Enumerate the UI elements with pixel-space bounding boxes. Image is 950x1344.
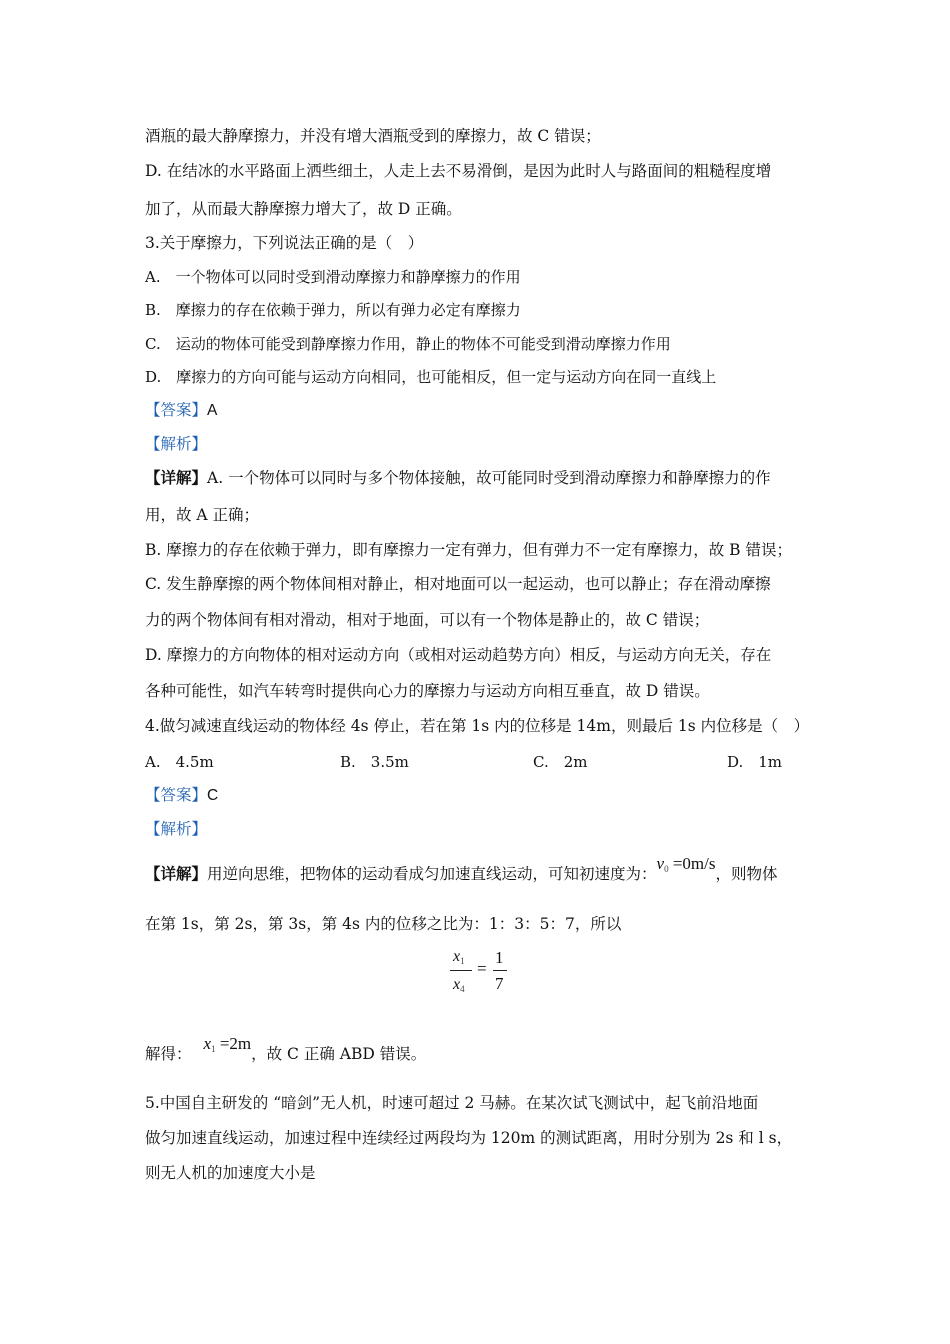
var-x: x <box>453 948 461 965</box>
answer-label: 【答案】 <box>145 401 208 419</box>
var-v: v <box>656 854 665 873</box>
subscript: 1 <box>460 956 465 966</box>
answer-value: C <box>207 787 219 804</box>
ratio-formula <box>447 948 507 998</box>
subscript: 4 <box>460 984 465 994</box>
option-c: C. 运动的物体可能受到静摩擦力作用，静止的物体不可能受到滑动摩擦力作用 <box>145 335 671 353</box>
solve-line <box>145 1034 427 1069</box>
fraction-bar <box>493 970 507 971</box>
text-line: 加了，从而最大静摩擦力增大了，故 D 正确。 <box>145 200 462 218</box>
text-line: 各种可能性，如汽车转弯时提供向心力的摩擦力与运动方向相互垂直，故 D 错误。 <box>145 682 710 700</box>
formula-value: =0m/s <box>668 854 716 873</box>
detail-label: 【详解】 <box>145 468 208 487</box>
detail-line <box>145 854 778 889</box>
detail-line <box>145 468 771 488</box>
option-d: D. 1m <box>727 753 783 771</box>
answer-value: A <box>207 402 218 419</box>
solve-formula <box>204 1034 252 1053</box>
formula-value: =2m <box>215 1034 252 1053</box>
numerator: 1 <box>495 948 504 967</box>
text-line: 则无人机的加速度大小是 <box>145 1164 316 1182</box>
option-a: A. 4.5m <box>145 753 214 771</box>
detail-text: ，则物体 <box>715 865 778 883</box>
option-d: D. 摩擦力的方向可能与运动方向相同，也可能相反，但一定与运动方向在同一直线上 <box>145 368 717 386</box>
subscript: 0 <box>664 864 669 874</box>
answer-line <box>145 785 218 806</box>
text-line: C. 发生静摩擦的两个物体间相对静止，相对地面可以一起运动，也可以静止；存在滑动摩擦 <box>145 575 771 593</box>
analysis-label: 【解析】 <box>145 435 208 453</box>
solve-label: 解得： <box>145 1045 192 1063</box>
denominator: 7 <box>495 974 504 993</box>
solve-text: ，故 C 正确 ABD 错误。 <box>251 1045 427 1063</box>
answer-label: 【答案】 <box>145 786 208 804</box>
var-x: x <box>453 976 461 993</box>
denominator <box>453 976 465 994</box>
text-line: 力的两个物体间有相对滑动，相对于地面，可以有一个物体是静止的，故 C 错误； <box>145 611 710 629</box>
fraction-bar <box>450 970 472 971</box>
text-line: D. 在结冰的水平路面上洒些细土，人走上去不易滑倒，是因为此时人与路面间的粗糙程度增 <box>145 162 772 180</box>
question-5: 5.中国自主研发的 “暗剑”无人机，时速可超过 2 马赫。在某次试飞测试中，起飞前沿地面 <box>145 1094 759 1112</box>
option-a: A. 一个物体可以同时受到滑动摩擦力和静摩擦力的作用 <box>145 268 521 286</box>
text-line: B. 摩擦力的存在依赖于弹力，即有摩擦力一定有弹力，但有弹力不一定有摩擦力，故 B 错误； <box>145 541 792 559</box>
detail-text: A. 一个物体可以同时与多个物体接触，故可能同时受到滑动摩擦力和静摩擦力的作 <box>207 469 771 487</box>
question-3: 3.关于摩擦力，下列说法正确的是（ ） <box>145 234 424 252</box>
var-x: x <box>203 1034 212 1053</box>
detail-label: 【详解】 <box>145 864 208 883</box>
analysis-label: 【解析】 <box>145 820 208 838</box>
equals-sign: = <box>477 959 487 978</box>
text-line: 做匀加速直线运动，加速过程中连续经过两段均为 120m 的测试距离，用时分别为 2s 和 l s， <box>145 1129 793 1147</box>
question-4: 4.做匀减速直线运动的物体经 4s 停止，若在第 1s 内的位移是 14m，则最后 1s 内位移是（ ） <box>145 717 810 735</box>
text-line: 在第 1s，第 2s，第 3s，第 4s 内的位移之比为：1：3：5：7，所以 <box>145 915 622 933</box>
subscript: 1 <box>211 1044 216 1054</box>
numerator <box>453 948 465 966</box>
text-line: D. 摩擦力的方向物体的相对运动方向（或相对运动趋势方向）相反，与运动方向无关，存在 <box>145 646 772 664</box>
option-b: B. 3.5m <box>340 753 409 771</box>
option-c: C. 2m <box>533 753 588 771</box>
text-line: 用，故 A 正确； <box>145 506 260 524</box>
velocity-formula <box>657 854 716 873</box>
option-b: B. 摩擦力的存在依赖于弹力，所以有弹力必定有摩擦力 <box>145 301 521 319</box>
answer-line <box>145 400 217 421</box>
detail-text: 用逆向思维，把物体的运动看成匀加速直线运动，可知初速度为： <box>207 865 657 883</box>
text-line: 酒瓶的最大静摩擦力，并没有增大酒瓶受到的摩擦力，故 C 错误； <box>145 127 601 145</box>
